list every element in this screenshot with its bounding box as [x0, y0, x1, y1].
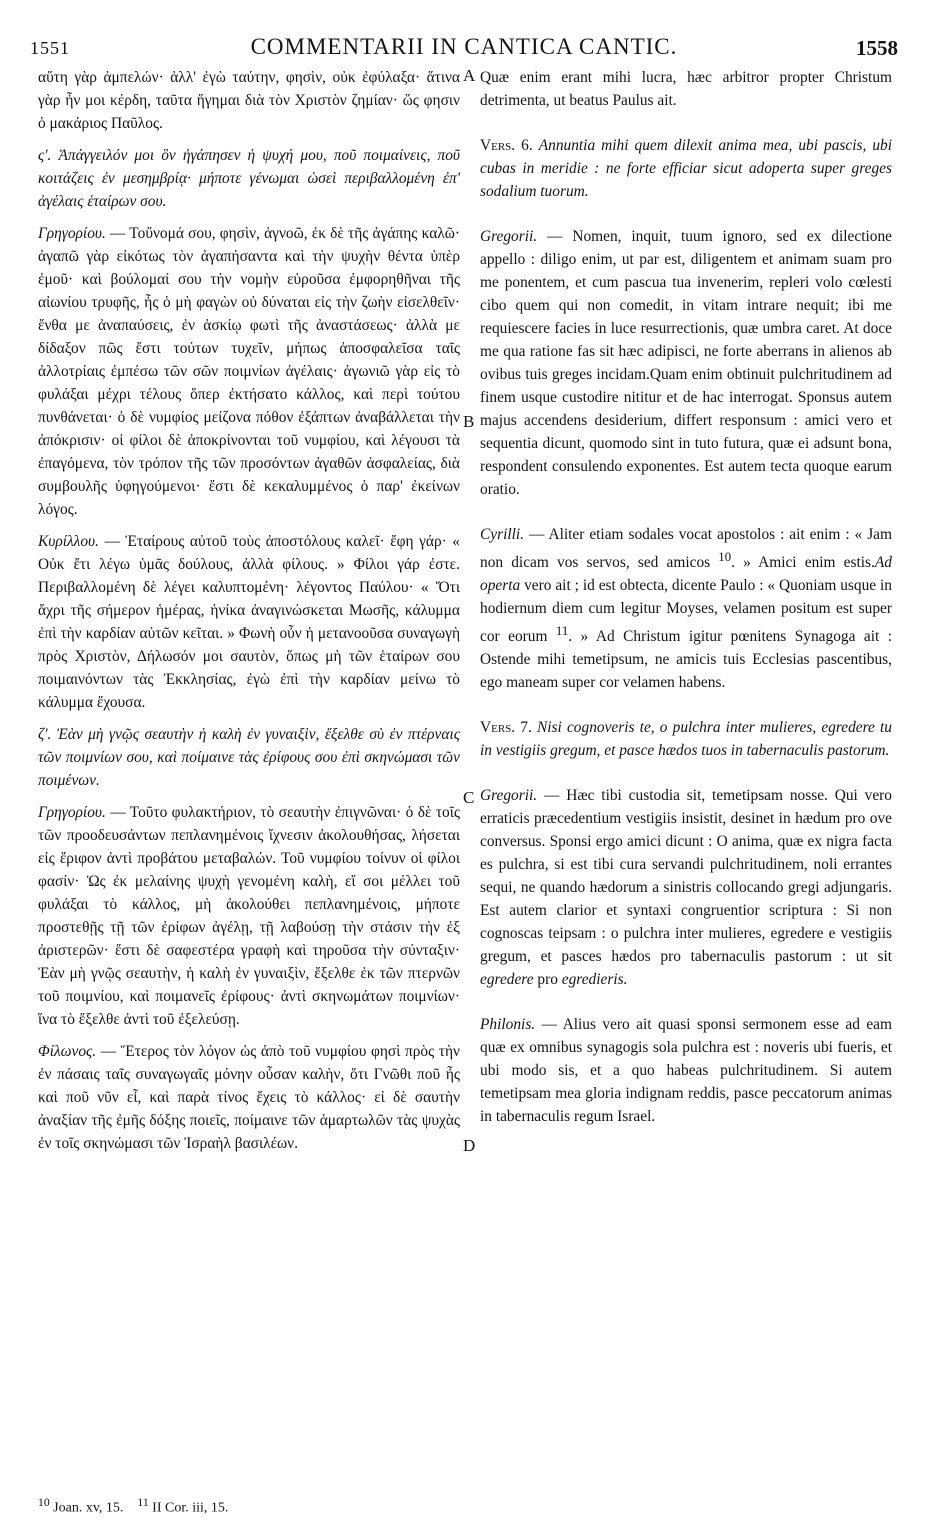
latin-cyril-text-c: vero ait ; id est obtecta, dicente Paulo : « Quoniam usque in hodiernum diem cum legitur Moyses, velamen positum est super cor eorum [480, 577, 892, 646]
latin-philo-text: — Alius vero ait quasi sponsi sermonem esse ad eam quæ ex omnibus synagogis sola pulchra est : noveris ubi fueris, et ubi modo sis, et a quo habeas pulchritudinem. Si autem temetipsam mea gloria indignam reddis, pasce peccatorum animas in tabernaculis regum Israel. [480, 1016, 892, 1126]
latin-verse-7 [480, 716, 892, 762]
greek-verse-6: ς'. Ἀπάγγειλόν μοι ὃν ἠγάπησεν ἡ ψυχή μου, ποῦ ποιμαίνεις, ποῦ κοιτάζεις ἐν μεσημβρίᾳ· μήποτε γένωμαι ὡσεὶ περιβαλλομένη ἐπ' ἀγέλαις ἑταίρων σου. [38, 147, 460, 210]
latin-cyril [480, 523, 892, 694]
footnotes [38, 1496, 460, 1517]
latin-gregory-2-text: — Hæc tibi custodia sit, temetipsam nosse. Qui vero erraticis præcedentium vestigiis insistit, desinet in hædum pro ove conversus. Sponsi ergo amici dicunt : O anima, quæ ex nigra facta es pulchra, si est tibi cura servandi pulchritudinem, noli errantes sequi, ne quando hædorum a sinistris collocando gregi adjungaris. Est autem clarior et syntaxi congruentior scriptura : Si non cognoscas teipsam : o pulchra inter mulieres, egredere e vestigiis gregum, et pasces hædos pro tabernaculis pastorum : ut sit [480, 787, 893, 966]
latin-verse-6-text: Annuntia mihi quem dilexit anima mea, ubi pascis, ubi cubas in meridie : ne forte efficiar sicut adoperta super greges sodalium tuorum. [480, 137, 892, 200]
latin-gregory-2-italic-2: egredieris. [561, 971, 628, 989]
latin-verse-7-text: Nisi cognoveris te, o pulchra inter mulieres, egredere tu in vestigiis gregum, et pasce hædos tuos in tabernaculis pastorum. [480, 719, 893, 760]
greek-gregory-1-label: Γρηγορίου. [38, 225, 106, 242]
greek-paragraph-continuation: αὕτη γὰρ ἀμπελών· ἀλλ' ἐγὼ ταύτην, φησὶν, οὐκ ἐφύλαξα· ἅτινα γὰρ ἦν μοι κέρδη, ταῦτα ἥγημαι διὰ τὸν Χριστὸν ζημίαν· ὥς φησιν ὁ μακάριος Παῦλος. [38, 69, 460, 132]
latin-gregory-1-label: Gregorii. [480, 228, 538, 245]
footnote-ref-10: 10 [718, 550, 732, 564]
greek-cyril-text: — Ἑταίρους αὐτοῦ τοὺς ἀποστόλους καλεῖ· ἔφη γάρ· « Οὐκ ἔτι λέγω ὑμᾶς δούλους, ἀλλὰ φίλους. » Φίλοι γάρ ἐστε. Περιβαλλομένη δὲ λέγει καλυπτομένη· λέγοντος Παύλου· « Ὅτι ἄχρι τῆς σήμερον ἡμέρας, ἡνίκα ἀναγινώσκεται Μωσῆς, κάλυμμα ἐπὶ τὴν καρδίαν αὐτῶν κεῖται. » Φωνὴ οὖν ἡ μετανοοῦσα συναγωγὴ πρὸς Χριστὸν, Δήλωσόν μοι σαυτὸν, ὅπως μὴ τῶν ἑταίρων σου ποιμαινόντων τὰς Ἐκκλησίας, ἐγὼ ἐπὶ τὴν καρδίαν μείνω τὸ κάλυμμα ἔχουσα. [38, 533, 460, 711]
greek-cyril [38, 530, 460, 714]
margin-letter-c: C [463, 788, 475, 807]
footnote-number-10: 10 [38, 1496, 50, 1509]
page-number-left: 1551 [30, 38, 70, 58]
running-title: COMMENTARII IN CANTICA CANTIC. [250, 34, 678, 59]
latin-cyril-text-d: . » Ad Christum igitur pœnitens Synagoga ait : Ostende mihi temetipsum, ne amicis tuis Ecclesias pascentibus, ego maneam super cor velamen habens. [480, 628, 892, 692]
greek-cyril-label: Κυρίλλου. [38, 533, 99, 550]
latin-paragraph-continuation: Quæ enim erant mihi lucra, hæc arbitror propter Christum detrimenta, ut beatus Paulus ait. [480, 69, 892, 109]
footnote-ref-11: 11 [555, 624, 569, 639]
latin-gregory-1 [480, 225, 892, 501]
greek-philo-text: — Ἕτερος τὸν λόγον ὡς ἀπὸ τοῦ νυμφίου φησὶ πρὸς τὴν ἐν πάσαις ταῖς συναγωγαῖς μόνην οὖσαν καλὴν, ὅτι Γνῶθι ποῦ ἦς καὶ ποῦ νῦν εἶ, καὶ παρὰ τίνος ἔχεις τὸ κάλλος· εἰ δὲ σαυτὴν ἀναξίαν τῆς ἐμῆς δόξης ποιεῖς, ποίμαινε τῶν ἁμαρτωλῶν τὰς ψυχὰς ἐν τοῖς σκηνώμασι τῶν Ἰσραὴλ βασιλέων. [38, 1043, 460, 1152]
greek-gregory-2-label: Γρηγορίου. [38, 804, 106, 821]
latin-gregory-2-mid: pro [533, 971, 562, 989]
latin-cyril-text-a: — Aliter etiam sodales vocat apostolos : ait enim : « Jam non dicam vos servos, sed amicos [480, 526, 892, 572]
greek-gregory-2 [38, 801, 460, 1031]
latin-verse-6 [480, 134, 892, 203]
greek-philo-label: Φίλωνος. [38, 1043, 97, 1060]
greek-gregory-1 [38, 222, 460, 521]
margin-letter-a: A [463, 66, 476, 85]
latin-gregory-1-text: — Nomen, inquit, tuum ignoro, sed ex dilectione appello : diligo enim, ut par est, diligentem et animam suam pro me ponentem, et cum pascua tua invenerim, repleri volo cœlesti cibo quem qui non comedit, in vitam intrare nequit; ibi me requiescere facies in luce resurrectionis, quæ umbra caret. At doce me qua ratione fas sit hæc adipisci, ne forte aberrans in alienos ab ovibus tuis greges incidam.Quam enim obtinuit pulchritudinem ad finem usque custodire nititur et de hac interrogat. Sponsus autem majus accendens desiderium, differt responsum : amici vero et sequentia dicunt, quomodo sint in tuto futura, quæ ei adsunt bona, respondent consulendo exponentes. Est autem tecta quoque earum oratio. [480, 228, 892, 498]
latin-verse-7-label: Vers. 7. [480, 719, 532, 737]
greek-philo [38, 1040, 460, 1155]
latin-gregory-2-italic-1: egredere [480, 971, 534, 989]
latin-gregory-2 [480, 784, 892, 991]
running-header [30, 34, 898, 64]
greek-gregory-2-text: — Τοῦτο φυλακτήριον, τὸ σεαυτὴν ἐπιγνῶναι· ὁ δὲ τοῖς τῶν προοδευσάντων πεπλανημένοις ἴχνεσιν ἀκολουθήσας, λήσεται εἰς ἔριφον ἀντὶ προβάτου μεταβαλών. Τοῦ νυμφίου τοίνυν οἱ φίλοι φασίν· Ὡς ἐκ μελαίνης ψυχὴ γενομένη καλὴ, εἴ σοι μέλλει τοῦ φυλάξαι τὸ κάλλος, μὴ ἀκολούθει πεπλανημένοις, μήποτε προστεθῇς τῇ τῶν ἐρίφων ἀγέλῃ, τῇ λαβούσῃ τὴν στάσιν τὴν ἐξ ἀριστερῶν· ἔστι δὲ σαφεστέρα γραφὴ καὶ τηροῦσα τὴν σύνταξιν· Ἐὰν μὴ γνῷς σεαυτὴν, ἡ καλὴ ἐν γυναιξὶν, ἔξελθε ἐκ τῶν πτερνῶν τοῦ ποιμνίου, καὶ ποιμανεῖς ἐρίφους· ἀντὶ σκηνωμάτων ποιμνίων· ἵνα τὸ ἔξελθε ἀντὶ τοῦ ἐξελεύσῃ. [38, 804, 460, 1028]
margin-letter-b: B [463, 412, 475, 431]
footnote-text-11: II Cor. iii, 15. [152, 1500, 229, 1516]
latin-cyril-italic: Ad operta [480, 554, 892, 595]
latin-cyril-label: Cyrilli. [480, 526, 525, 543]
latin-philo-label: Philonis. [480, 1016, 536, 1034]
page-number-right: 1558 [856, 36, 898, 60]
latin-column [480, 66, 892, 1128]
margin-letter-d: D [463, 1136, 476, 1155]
footnote-text-10: Joan. xv, 15. [53, 1500, 124, 1516]
greek-column [38, 66, 460, 1155]
footnote-number-11: 11 [137, 1496, 149, 1509]
latin-verse-6-label: Vers. 6. [480, 137, 533, 154]
greek-gregory-1-text: — Τοὔνομά σου, φησὶν, ἀγνοῶ, ἐκ δὲ τῆς ἀγάπης καλῶ· ἀγαπῶ γὰρ εἰκότως τὸν ἀγαπήσαντα καὶ τὴν ψυχὴν θέντα ὑπὲρ ἐμοῦ· καὶ βούλομαί σου τὴν νομὴν εὑροῦσα ἐμφορηθῆναι τῆς αἰωνίου τρυφῆς, ἧς ὁ μὴ φαγὼν οὐ δύναται εἰς τὴν ζωὴν εἰσελθεῖν· ἔνθα με ἀναπαύσεις, ἐν ἀσκίῳ φωτὶ τῆς ἀναστάσεως· ἀλλὰ με δίδαξον πῶς ἔστι τούτων τυχεῖν, μήπως ἀποσφαλεῖσα ταῖς ἀλλοτρίαις ἐμπέσω τῶν σῶν ποιμνίων ἀγέλαις· ἀγωνιῶ γὰρ εἰς τὸ φυλάξαι μέχρι τέλους ὅπερ ἐκτήσατο κάλλος, καὶ περὶ τούτου πυνθάνεται· ὁ δὲ νυμφίος μείζονα πόθον ἐξάπτων ἀναβάλλεται τὴν ἀπόκρισιν· οἱ φίλοι δὲ ἀποκρίνονται τοῦ νυμφίου, καὶ λέγουσι τὰ ἐπαγόμενα, τὸν τρόπον τῆς τῶν προσόντων ἀγαθῶν ἀσφαλείας, διὰ συμβουλῆς ὑφηγούμενοι· ἔστι δὲ κεκαλυμμένος ὁ παρ' ἐκείνων λόγος. [38, 225, 460, 518]
latin-gregory-2-label: Gregorii. [480, 787, 538, 805]
latin-philo [480, 1013, 892, 1128]
greek-verse-7: ζ'. Ἐὰν μὴ γνῷς σεαυτὴν ἡ καλὴ ἐν γυναιξὶν, ἔξελθε σὺ ἐν πτέρναις τῶν ποιμνίων σου, καὶ ποίμαινε τὰς ἐρίφους σου ἐπὶ σκηνώμασι τῶν ποιμένων. [38, 726, 460, 789]
latin-cyril-text-b: . » Amici enim estis. [731, 554, 875, 572]
